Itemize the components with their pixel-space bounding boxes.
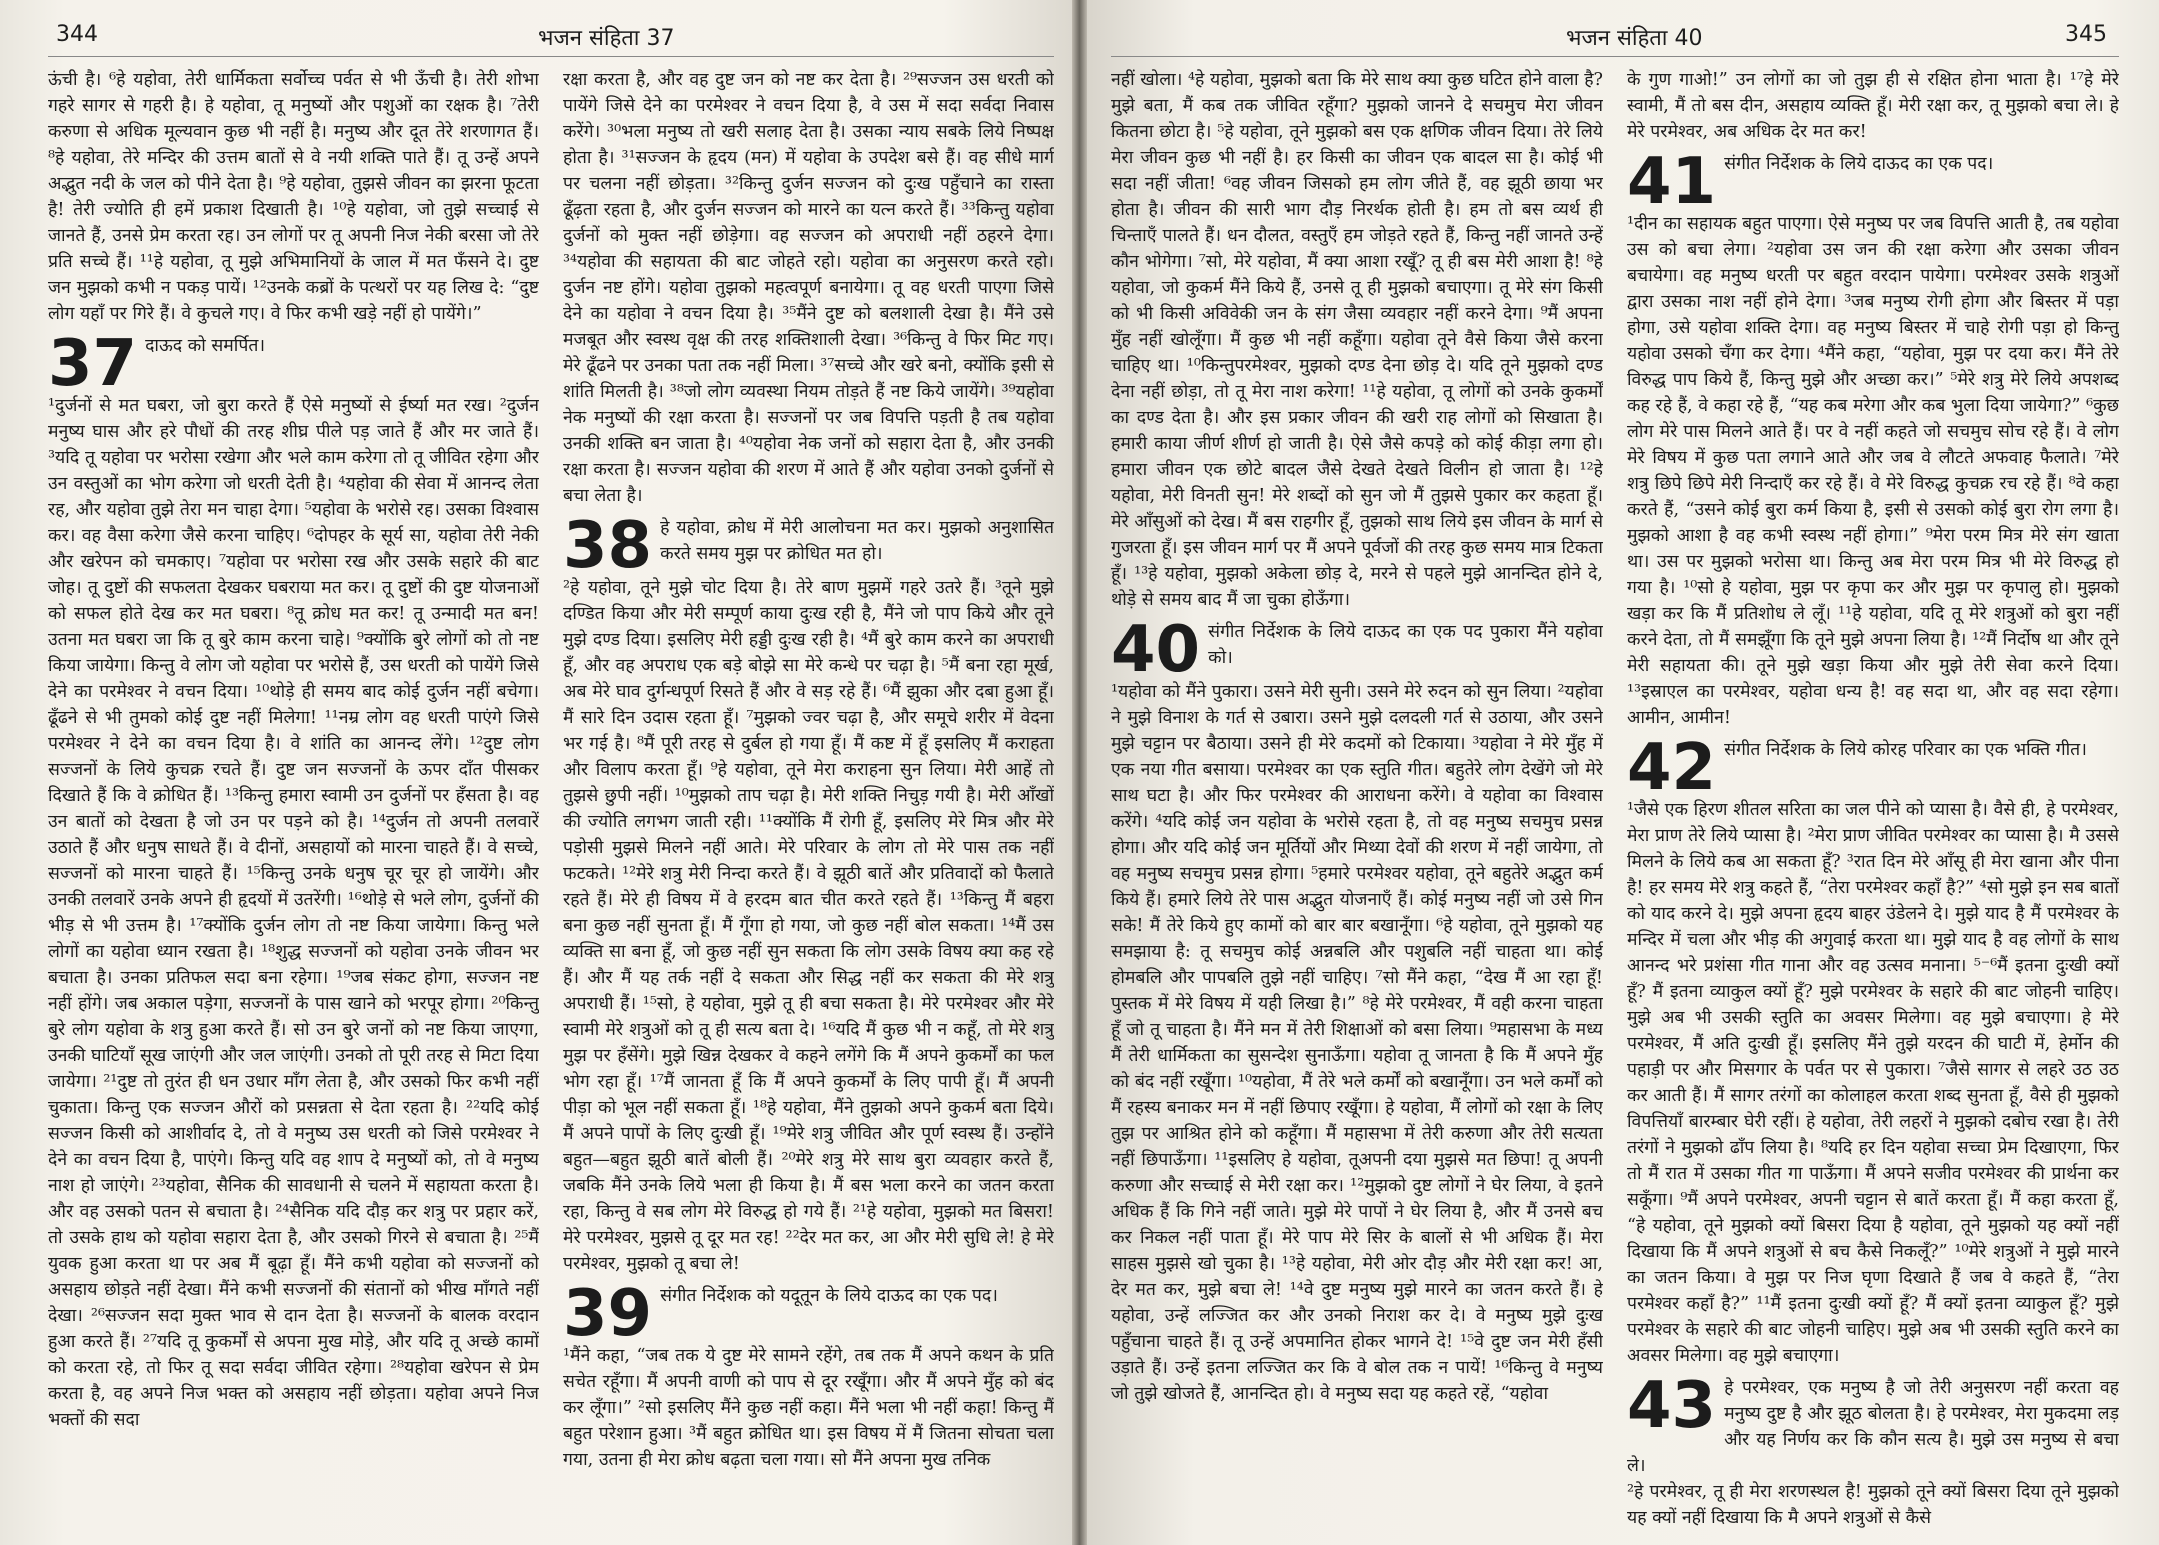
- right-page: [1087, 0, 2159, 1545]
- verse-paragraph: ²हे परमेश्वर, तू ही मेरा शरणस्थल है! मुझको तूने क्यों बिसरा दिया तूने मुझको यह क्यों नहीं दिखाया कि मै अपने शत्रुओं से कैसे: [1627, 1482, 2119, 1528]
- psalm-number: 37: [48, 333, 138, 393]
- running-head-title: भजन संहिता 40: [1566, 26, 1703, 51]
- psalm-superscription: संगीत निर्देशक के लिये कोरह परिवार का एक भक्ति गीत।: [1724, 740, 2087, 760]
- text-column: [563, 67, 1054, 1537]
- verse-paragraph: ²हे यहोवा, तूने मुझे चोट दिया है। तेरे बाण मुझमें गहरे उतरे हैं। ³तूने मुझे दण्डित किया और मेरी सम्पूर्ण काया दुःख रही है, मैंने जो पाप किये और तूने मुझे दण्ड दिया। इसलिए मेरी हड्डी दुःख रही है। ⁴मैं बुरे काम करने का अपराधी हूँ, और वह अपराध एक बड़े बोझे सा मेरे कन्धे पर चढ़ा है। ⁵मैं बना रहा मूर्ख, अब मेरे घाव दुर्गन्धपूर्ण रिसते हैं और वे सड़ रहे हैं। ⁶मैं झुका और दबा हुआ हूँ। मैं सारे दिन उदास रहता हूँ। ⁷मुझको ज्वर चढ़ा है, और समूचे शरीर में वेदना भर गई है। ⁸मैं पूरी तरह से दुर्बल हो गया हूँ। मैं कष्ट में हूँ इसलिए मैं कराहता और विलाप करता हूँ। ⁹हे यहोवा, तूने मेरा कराहना सुन लिया। मेरी आहें तो तुझसे छुपी नहीं। ¹⁰मुझको ताप चढ़ा है। मेरी शक्ति निचुड़ गयी है। मेरी आँखों की ज्योति लगभग जाती रही। ¹¹क्योंकि मैं रोगी हूँ, इसलिए मेरे मित्र और मेरे पड़ोसी मुझसे मिलने नहीं आते। मेरे परिवार के लोग तो मेरे पास तक नहीं फटकते। ¹²मेरे शत्रु मेरी निन्दा करते हैं। वे झूठी बातें और प्रतिवादों को फैलाते रहते हैं। मेरे ही विषय में वे हरदम बात चीत करते रहते हैं। ¹³किन्तु मैं बहरा बना कुछ नहीं सुनता हूँ। मैं गूँगा हो गया, जो कुछ नहीं बोल सकता। ¹⁴मैं उस व्यक्ति सा बना हूँ, जो कुछ नहीं सुन सकता कि लोग उसके विषय क्या कह रहे हैं। और मैं यह तर्क नहीं दे सकता और सिद्ध नहीं कर सकता की मेरे शत्रु अपराधी हैं। ¹⁵सो, हे यहोवा, मुझे तू ही बचा सकता है। मेरे परमेश्वर और मेरे स्वामी मेरे शत्रुओं को तू ही सत्य बता दे। ¹⁶यदि मैं कुछ भी न कहूँ, तो मेरे शत्रु मुझ पर हँसेंगे। मुझे खिन्न देखकर वे कहने लगेंगे कि मैं अपने कुकर्मों का फल भोग रहा हूँ। ¹⁷मैं जानता हूँ कि मैं अपने कुकर्मों के लिए पापी हूँ। मैं अपनी पीड़ा को भूल नहीं सकता हूँ। ¹⁸हे यहोवा, मैंने तुझको अपने कुकर्म बता दिये। मैं अपने पापों के लिए दुःखी हूँ। ¹⁹मेरे शत्रु जीवित और पूर्ण स्वस्थ हैं। उन्होंने बहुत—बहुत झूठी बातें बोली हैं। ²⁰मेरे शत्रु मेरे साथ बुरा व्यवहार करते हैं, जबकि मैंने उनके लिये भला ही किया है। मैं बस भला करने का जतन करता रहा, किन्तु वे सब लोग मेरे विरुद्ध हो गये हैं। ²¹हे यहोवा, मुझको मत बिसरा! मेरे परमेश्वर, मुझसे तू दूर मत रह! ²²देर मत कर, आ और मेरी सुधि ले! हे मेरे परमेश्वर, मुझको तू बचा ले!: [563, 578, 1054, 1274]
- psalm-superscription: संगीत निर्देशक के लिये दाऊद का एक पद पुकारा मैंने यहोवा को।: [1208, 622, 1603, 668]
- psalm-heading: [563, 515, 1054, 575]
- running-head-title: भजन संहिता 37: [538, 26, 675, 51]
- verse-paragraph: रक्षा करता है, और वह दुष्ट जन को नष्ट कर देता है। ²⁹सज्जन उस धरती को पायेंगे जिसे देने का परमेश्वर ने वचन दिया है, वे उस में सदा सर्वदा निवास करेंगे। ³⁰भला मनुष्य तो खरी सलाह देता है। उसका न्याय सबके लिये निष्पक्ष होता है। ³¹सज्जन के हृदय (मन) में यहोवा के उपदेश बसे हैं। वह सीधे मार्ग पर चलना नहीं छोड़ता। ³²किन्तु दुर्जन सज्जन को दुःख पहुँचाने का रास्ता ढूँढ़ता रहता है, और दुर्जन सज्जन को मारने का यत्न करते हैं। ³³किन्तु यहोवा दुर्जनों को मुक्त नहीं छोड़ेगा। वह सज्जन को अपराधी नहीं ठहरने देगा। ³⁴यहोवा की सहायता की बाट जोहते रहो। यहोवा का अनुसरण करते रहो। दुर्जन नष्ट होंगे। यहोवा तुझको महत्वपूर्ण बनायेगा। तू वह धरती पाएगा जिसे देने का यहोवा ने वचन दिया है। ³⁵मैंने दुष्ट को बलशाली देखा है। मैंने उसे मजबूत और स्वस्थ वृक्ष की तरह शक्तिशाली देखा। ³⁶किन्तु वे फिर मिट गए। मेरे ढूँढने पर उनका पता तक नहीं मिला। ³⁷सच्चे और खरे बनो, क्योंकि इसी से शांति मिलती है। ³⁸जो लोग व्यवस्था नियम तोड़ते हैं नष्ट किये जायेंगे। ³⁹यहोवा नेक मनुष्यों की रक्षा करता है। सज्जनों पर जब विपत्ति पड़ती है तब यहोवा उनकी शक्ति बन जाता है। ⁴⁰यहोवा नेक जनों को सहारा देता है, और उनकी रक्षा करता है। सज्जन यहोवा की शरण में आते हैं और यहोवा उनको दुर्जनों से बचा लेता है।: [563, 70, 1054, 506]
- psalm-number: 38: [563, 515, 653, 575]
- psalm-number: 43: [1627, 1375, 1717, 1443]
- verse-paragraph: ऊंची है। ⁶हे यहोवा, तेरी धार्मिकता सर्वोच्च पर्वत से भी ऊँची है। तेरी शोभा गहरे सागर से गहरी है। हे यहोवा, तू मनुष्यों और पशुओं का रक्षक है। ⁷तेरी करुणा से अधिक मूल्यवान कुछ भी नहीं है। मनुष्य और दूत तेरे शरणागत हैं। ⁸हे यहोवा, तेरे मन्दिर की उत्तम बातों से वे नयी शक्ति पाते हैं। तू उन्हें अपने अद्भुत नदी के जल को पीने देता है। ⁹हे यहोवा, तुझसे जीवन का झरना फूटता है! तेरी ज्योति ही हमें प्रकाश दिखाती है। ¹⁰हे यहोवा, जो तुझे सच्चाई से जानते हैं, उनसे प्रेम करता रह। उन लोगों पर तू अपनी निज नेकी बरसा जो तेरे प्रति सच्चे हैं। ¹¹हे यहोवा, तू मुझे अभिमानियों के जाल में मत फँसने दे। दुष्ट जन मुझको कभी न पकड़ पायें। ¹²उनके कब्रों के पत्थरों पर यह लिख दे: “दुष्ट लोग यहाँ पर गिरे हैं। वे कुचले गए। वे फिर कभी खड़े नहीं हो पायेंगे।”: [48, 70, 539, 324]
- verse-paragraph: ¹दीन का सहायक बहुत पाएगा। ऐसे मनुष्य पर जब विपत्ति आती है, तब यहोवा उस को बचा लेगा। ²यहोवा उस जन की रक्षा करेगा और उसका जीवन बचायेगा। वह मनुष्य धरती पर बहुत वरदान पायेगा। परमेश्वर उसके शत्रुओं द्वारा उसका नाश नहीं होने देगा। ³जब मनुष्य रोगी होगा और बिस्तर में पड़ा होगा, उसे यहोवा शक्ति देगा। वह मनुष्य बिस्तर में चाहे रोगी पड़ा हो किन्तु यहोवा उसको चँगा कर देगा। ⁴मैंने कहा, “यहोवा, मुझ पर दया कर। मैंने तेरे विरुद्ध पाप किये हैं, किन्तु मुझे और अच्छा कर।” ⁵मेरे शत्रु मेरे लिये अपशब्द कह रहे हैं, वे कहा रहे हैं, “यह कब मरेगा और कब भुला दिया जायेगा?” ⁶कुछ लोग मेरे पास मिलने आते हैं। पर वे नहीं कहते जो सचमुच सोच रहे हैं। वे लोग मेरे विषय में कुछ पता लगाने आते और जब वे लौटते अफवाह फैलाते। ⁷मेरे शत्रु छिपे छिपे मेरी निन्दाएँ कर रहे हैं। वे मेरे विरुद्ध कुचक्र रच रहे हैं। ⁸वे कहा करते हैं, “उसने कोई बुरा कर्म किया है, इसी से उसको कोई बुरा रोग लगा है। मुझको आशा है वह कभी स्वस्थ नहीं होगा।” ⁹मेरा परम मित्र मेरे संग खाता था। उस पर मुझको भरोसा था। किन्तु अब मेरा परम मित्र भी मेरे विरुद्ध हो गया है। ¹⁰सो हे यहोवा, मुझ पर कृपा कर और मुझ पर कृपालु हो। मुझको खड़ा कर कि मैं प्रतिशोध ले लूँ। ¹¹हे यहोवा, यदि तू मेरे शत्रुओं को बुरा नहीं करने देता, तो मैं समझूँगा कि तूने मुझे अपना लिया है। ¹²मैं निर्दोष था और तूने मेरी सहायता की। तूने मुझे खड़ा किया और मुझे तेरी सेवा करने दिया। ¹³इस्राएल का परमेश्वर, यहोवा धन्य है! वह सदा था, और वह सदा रहेगा। आमीन, आमीन!: [1627, 214, 2119, 728]
- text-column: [1627, 67, 2119, 1537]
- psalm-heading: [1627, 737, 2119, 797]
- psalm-heading: [563, 1283, 1054, 1343]
- psalm-heading: [1627, 1375, 2119, 1479]
- verse-paragraph: के गुण गाओ!” उन लोगों का जो तुझ ही से रक्षित होना भाता है। ¹⁷हे मेरे स्वामी, मैं तो बस दीन, असहाय व्यक्ति हूँ। मेरी रक्षा कर, तू मुझको बचा ले। हे मेरे परमेश्वर, अब अधिक देर मत कर!: [1627, 70, 2119, 142]
- running-header: [48, 22, 1054, 57]
- psalm-superscription: हे यहोवा, क्रोध में मेरी आलोचना मत कर। मुझको अनुशासित करते समय मुझ पर क्रोधित मत हो।: [660, 518, 1054, 564]
- psalm-number: 39: [563, 1283, 653, 1343]
- verse-paragraph: ¹यहोवा को मैंने पुकारा। उसने मेरी सुनी। उसने मेरे रुदन को सुन लिया। ²यहोवा ने मुझे विनाश के गर्त से उबारा। उसने मुझे दलदली गर्त से उठाया, और उसने मुझे चट्टान पर बैठाया। उसने ही मेरे कदमों को टिकाया। ³यहोवा ने मेरे मुँह में एक नया गीत बसाया। परमेश्वर का एक स्तुति गीत। बहुतेरे लोग देखेंगे जो मेरे साथ घटा है। और फिर परमेश्वर की आराधना करेंगे। वे यहोवा का विश्वास करेंगे। ⁴यदि कोई जन यहोवा के भरोसे रहता है, तो वह मनुष्य सचमुच प्रसन्न होगा। और यदि कोई जन मूर्तियों और मिथ्या देवों की शरण में नहीं जायेगा, तो वह मनुष्य सचमुच प्रसन्न होगा। ⁵हमारे परमेश्वर यहोवा, तूने बहुतेरे अद्भुत कर्म किये हैं। हमारे लिये तेरे पास अद्भुत योजनाएँ हैं। कोई मनुष्य नहीं जो उसे गिन सके! मैं तेरे किये हुए कामों को बार बार बखानूँगा। ⁶हे यहोवा, तूने मुझको यह समझाया है: तू सचमुच कोई अन्नबलि और पशुबलि नहीं चाहता था। कोई होमबलि और पापबलि तुझे नहीं चाहिए। ⁷सो मैंने कहा, “देख मैं आ रहा हूँ! पुस्तक में मेरे विषय में यही लिखा है।” ⁸हे मेरे परमेश्वर, मैं वही करना चाहता हूँ जो तू चाहता है। मैंने मन में तेरी शिक्षाओं को बसा लिया। ⁹महासभा के मध्य मैं तेरी धार्मिकता का सुसन्देश सुनाऊँगा। यहोवा तू जानता है कि मैं अपने मुँह को बंद नहीं रखूँगा। ¹⁰यहोवा, मैं तेरे भले कर्मों को बखानूँगा। उन भले कर्मों को मैं रहस्य बनाकर मन में नहीं छिपाए रखूँगा। हे यहोवा, मैं लोगों को रक्षा के लिए तुझ पर आश्रित होने को कहूँगा। मैं महासभा में तेरी करुणा और तेरी सत्यता नहीं छिपाऊँगा। ¹¹इसलिए हे यहोवा, तूअपनी दया मुझसे मत छिपा! तू अपनी करुणा और सच्चाई से मेरी रक्षा कर। ¹²मुझको दुष्ट लोगों ने घेर लिया, वे इतने अधिक हैं कि गिने नहीं जाते। मुझे मेरे पापों ने घेर लिया है, और मैं उनसे बच कर निकल नहीं पाता हूँ। मेरे पाप मेरे सिर के बालों से भी अधिक हैं। मेरा साहस मुझसे खो चुका है। ¹³हे यहोवा, मेरी ओर दौड़ और मेरी रक्षा कर! आ, देर मत कर, मुझे बचा ले! ¹⁴वे दुष्ट मनुष्य मुझे मारने का जतन करते हैं। हे यहोवा, उन्हें लज्जित कर और उनको निराश कर दे। वे मनुष्य मुझे दुःख पहुँचाना चाहते हैं। तू उन्हें अपमानित होकर भागने दे! ¹⁵वे दुष्ट जन मेरी हँसी उड़ाते हैं। उन्हें इतना लज्जित कर कि वे बोल तक न पायें! ¹⁶किन्तु वे मनुष्य जो तुझे खोजते हैं, आनन्दित हो। वे मनुष्य सदा यह कहते रहें, “यहोवा: [1111, 682, 1603, 1404]
- text-column: [1111, 67, 1603, 1537]
- psalm-number: 41: [1627, 151, 1717, 211]
- left-page: [0, 0, 1072, 1545]
- book-gutter: [1072, 0, 1087, 1545]
- running-header: [1111, 22, 2119, 57]
- text-columns: [48, 67, 1054, 1537]
- psalm-number: 40: [1111, 619, 1201, 679]
- psalm-superscription: संगीत निर्देशक को यदूतून के लिये दाऊद का एक पद।: [660, 1286, 998, 1306]
- text-column: [48, 67, 539, 1537]
- verse-paragraph: ¹जैसे एक हिरण शीतल सरिता का जल पीने को प्यासा है। वैसे ही, हे परमेश्वर, मेरा प्राण तेरे लिये प्यासा है। ²मेरा प्राण जीवित परमेश्वर का प्यासा है। मै उससे मिलने के लिये कब आ सकता हूँ? ³रात दिन मेरे आँसू ही मेरा खाना और पीना है! हर समय मेरे शत्रु कहते हैं, “तेरा परमेश्वर कहाँ है?” ⁴सो मुझे इन सब बातों को याद करने दे। मुझे अपना हृदय बाहर उंडेलने दे। मुझे याद है मैं परमेश्वर के मन्दिर में चला और भीड़ की अगुवाई करता था। मुझे याद है वह लोगों के साथ आनन्द भरे प्रशंसा गीत गाना और वह उत्सव मनाना। ⁵⁻⁶मैं इतना दुःखी क्यों हूँ? मैं इतना व्याकुल क्यों हूँ? मुझे परमेश्वर के सहारे की बाट जोहनी चाहिए। मुझे अब भी उसकी स्तुति का अवसर मिलेगा। वह मुझे बचाएगा। हे मेरे परमेश्वर, मैं अति दुःखी हूँ। इसलिए मैंने तुझे यरदन की घाटी में, हेर्मोन की पहाड़ी पर और मिसगार के पर्वत पर से पुकारा। ⁷जैसे सागर से लहरे उठ उठ कर आती हैं। मैं सागर तरंगों का कोलाहल करता शब्द सुनता हूँ, वैसे ही मुझको विपत्तियाँ बारम्बार घेरी रहीं। हे यहोवा, तेरी लहरों ने मुझको दबोच रखा है। तेरी तरंगों ने मुझको ढाँप लिया है। ⁸यदि हर दिन यहोवा सच्चा प्रेम दिखाएगा, फिर तो मैं रात में उसका गीत गा पाऊँगा। मैं अपने सजीव परमेश्वर की प्रार्थना कर सकूँगा। ⁹मैं अपने परमेश्वर, अपनी चट्टान से बातें करता हूँ। मैं कहा करता हूँ, “हे यहोवा, तूने मुझको क्यों बिसरा दिया है यहोवा, तूने मुझको यह क्यों नहीं दिखाया कि मैं अपने शत्रुओं से बच कैसे निकलूँ?” ¹⁰मेरे शत्रुओं ने मुझे मारने का जतन किया। वे मुझ पर निज घृणा दिखाते हैं जब वे कहते हैं, “तेरा परमेश्वर कहाँ है?” ¹¹मैं इतना दुःखी क्यों हूँ? मैं क्यों इतना व्याकुल हूँ? मुझे परमेश्वर के सहारे की बाट जोहनी चाहिए। मुझे अब भी उसकी स्तुति करने का अवसर मिलेगा। वह मुझे बचाएगा।: [1627, 800, 2119, 1366]
- psalm-superscription: दाऊद को समर्पित।: [145, 336, 266, 356]
- text-columns: [1111, 67, 2119, 1537]
- psalm-heading: [48, 333, 539, 393]
- psalm-number: 42: [1627, 737, 1717, 797]
- psalm-heading: [1627, 151, 2119, 211]
- verse-paragraph: ¹मैंने कहा, “जब तक ये दुष्ट मेरे सामने रहेंगे, तब तक मैं अपने कथन के प्रति सचेत रहूँगा। मैं अपनी वाणी को पाप से दूर रखूँगा। और मैं अपने मुँह को बंद कर लूँगा।” ²सो इसलिए मैंने कुछ नहीं कहा। मैंने भला भी नहीं कहा! किन्तु मैं बहुत परेशान हुआ। ³मैं बहुत क्रोधित था। इस विषय में मैं जितना सोचता चला गया, उतना ही मेरा क्रोध बढ़ता चला गया। सो मैंने अपना मुख तनिक: [563, 1346, 1054, 1470]
- psalm-heading: [1111, 619, 1603, 679]
- verse-paragraph: ¹दुर्जनों से मत घबरा, जो बुरा करते हैं ऐसे मनुष्यों से ईर्ष्या मत रख। ²दुर्जन मनुष्य घास और हरे पौधों की तरह शीघ्र पीले पड़ जाते हैं और मर जाते हैं। ³यदि तू यहोवा पर भरोसा रखेगा और भले काम करेगा तो तू जीवित रहेगा और उन वस्तुओं का भोग करेगा जो धरती देती है। ⁴यहोवा की सेवा में आनन्द लेता रह, और यहोवा तुझे तेरा मन चाहा देगा। ⁵यहोवा के भरोसे रह। उसका विश्वास कर। वह वैसा करेगा जैसे करना चाहिए। ⁶दोपहर के सूर्य सा, यहोवा तेरी नेकी और खरेपन को चमकाए। ⁷यहोवा पर भरोसा रख और उसके सहारे की बाट जोह। तू दुष्टों की सफलता देखकर घबराया मत कर। तू दुष्टों की दुष्ट योजनाओं को सफल होते देख कर मत घबरा। ⁸तू क्रोध मत कर! तू उन्मादी मत बन! उतना मत घबरा जा कि तू बुरे काम करना चाहे। ⁹क्योंकि बुरे लोगों को तो नष्ट किया जायेगा। किन्तु वे लोग जो यहोवा पर भरोसे हैं, उस धरती को पायेंगे जिसे देने का परमेश्वर ने वचन दिया। ¹⁰थोड़े ही समय बाद कोई दुर्जन नहीं बचेगा। ढूँढने से भी तुमको कोई दुष्ट नहीं मिलेगा! ¹¹नम्र लोग वह धरती पाएंगे जिसे परमेश्वर ने देने का वचन दिया है। वे शांति का आनन्द लेंगे। ¹²दुष्ट लोग सज्जनों के लिये कुचक्र रचते हैं। दुष्ट जन सज्जनों के ऊपर दाँत पीसकर दिखाते हैं कि वे क्रोधित हैं। ¹³किन्तु हमारा स्वामी उन दुर्जनों पर हँसता है। वह उन बातों को देखता है जो उन पर पड़ने को है। ¹⁴दुर्जन तो अपनी तलवारें उठाते हैं और धनुष साधते हैं। वे दीनों, असहायों को मारना चाहते हैं। वे सच्चे, सज्जनों को मारना चाहते हैं। ¹⁵किन्तु उनके धनुष चूर चूर हो जायेंगे। और उनकी तलवारें उनके अपने ही हृदयों में उतरेंगी। ¹⁶थोड़े से भले लोग, दुर्जनों की भीड़ से भी उत्तम है। ¹⁷क्योंकि दुर्जन लोग तो नष्ट किया जायेगा। किन्तु भले लोगों का यहोवा ध्यान रखता है। ¹⁸शुद्ध सज्जनों को यहोवा उनके जीवन भर बचाता है। उनका प्रतिफल सदा बना रहेगा। ¹⁹जब संकट होगा, सज्जन नष्ट नहीं होंगे। जब अकाल पड़ेगा, सज्जनों के पास खाने को भरपूर होगा। ²⁰किन्तु बुरे लोग यहोवा के शत्रु हुआ करते हैं। सो उन बुरे जनों को नष्ट किया जाएगा, उनकी घाटियाँ सूख जाएंगी और जल जाएंगी। उनको तो पूरी तरह से मिटा दिया जायेगा। ²¹दुष्ट तो तुरंत ही धन उधार माँग लेता है, और उसको फिर कभी नहीं चुकाता। किन्तु एक सज्जन औरों को प्रसन्नता से देता रहता है। ²²यदि कोई सज्जन किसी को आशीर्वाद दे, तो वे मनुष्य उस धरती को जिसे परमेश्वर ने देने का वचन दिया है, पाएंगे। किन्तु यदि वह शाप दे मनुष्यों को, तो वे मनुष्य नाश हो जाएंगे। ²³यहोवा, सैनिक की सावधानी से चलने में सहायता करता है। और वह उसको पतन से बचाता है। ²⁴सैनिक यदि दौड़ कर शत्रु पर प्रहार करें, तो उसके हाथ को यहोवा सहारा देता है, और उसको गिरने से बचाता है। ²⁵मैं युवक हुआ करता था पर अब मैं बूढ़ा हूँ। मैंने कभी यहोवा को सज्जनों को असहाय छोड़ते नहीं देखा। मैंने कभी सज्जनों की संतानों को भीख माँगते नहीं देखा। ²⁶सज्जन सदा मुक्त भाव से दान देता है। सज्जनों के बालक वरदान हुआ करते हैं। ²⁷यदि तू कुकर्मों से अपना मुख मोड़े, और यदि तू अच्छे कामों को करता रहे, तो फिर तू सदा सर्वदा जीवित रहेगा। ²⁸यहोवा खरेपन से प्रेम करता है, वह अपने निज भक्त को असहाय नहीं छोड़ता। यहोवा अपने निज भक्तों की सदा: [48, 396, 539, 1430]
- psalm-superscription: हे परमेश्वर, एक मनुष्य है जो तेरी अनुसरण नहीं करता वह मनुष्य दुष्ट है और झूठ बोलता है। हे परमेश्वर, मेरा मुकदमा लड़ और यह निर्णय कर कि कौन सत्य है। मुझे उस मनुष्य से बचा ले।: [1627, 1378, 2119, 1476]
- page-number: 344: [56, 22, 98, 47]
- psalm-superscription: संगीत निर्देशक के लिये दाऊद का एक पद।: [1724, 154, 1994, 174]
- page-number: 345: [2065, 22, 2107, 47]
- verse-paragraph: नहीं खोला। ⁴हे यहोवा, मुझको बता कि मेरे साथ क्या कुछ घटित होने वाला है? मुझे बता, मैं कब तक जीवित रहूँगा? मुझको जानने दे सचमुच मेरा जीवन कितना छोटा है। ⁵हे यहोवा, तूने मुझको बस एक क्षणिक जीवन दिया। तेरे लिये मेरा जीवन कुछ भी नहीं है। हर किसी का जीवन एक बादल सा है। कोई भी सदा नहीं जीता! ⁶वह जीवन जिसको हम लोग जीते हैं, वह झूठी छाया भर होता है। जीवन की सारी भाग दौड़ निरर्थक होती है। हम तो बस व्यर्थ ही चिन्ताएँ पालते हैं। धन दौलत, वस्तुएँ हम जोड़ते रहते हैं, किन्तु नहीं जानते उन्हें कौन भोगेगा। ⁷सो, मेरे यहोवा, मैं क्या आशा रखूँ? तू ही बस मेरी आशा है! ⁸हे यहोवा, जो कुकर्म मैंने किये हैं, उनसे तू ही मुझको बचाएगा। तू मेरे संग किसी को भी किसी अविवेकी जन के संग जैसा व्यवहार नहीं करने देगा। ⁹मैं अपना मुँह नहीं खोलूँगा। मैं कुछ भी नहीं कहूँगा। यहोवा तूने वैसे किया जैसे करना चाहिए था। ¹⁰किन्तुपरमेश्वर, मुझको दण्ड देना छोड़ दे। यदि तूने मुझको दण्ड देना नहीं छोड़ा, तो तू मेरा नाश करेगा! ¹¹हे यहोवा, तू लोगों को उनके कुकर्मों का दण्ड देता है। और इस प्रकार जीवन की खरी राह लोगों को सिखाता है। हमारी काया जीर्ण शीर्ण हो जाती है। ऐसे जैसे कपड़े को कोई कीड़ा लगा हो। हमारा जीवन एक छोटे बादल जैसे देखते देखते विलीन हो जाता है। ¹²हे यहोवा, मेरी विनती सुन! मेरे शब्दों को सुन जो मैं तुझसे पुकार कर कहता हूँ। मेरे आँसुओं को देख। मैं बस राहगीर हूँ, तुझको साथ लिये इस जीवन के मार्ग से गुजरता हूँ। इस जीवन मार्ग पर मैं अपने पूर्वजों की तरह कुछ समय मात्र टिकता हूँ। ¹³हे यहोवा, मुझको अकेला छोड़ दे, मरने से पहले मुझे आनन्दित होने दे, थोड़े से समय बाद मैं जा चुका होऊँगा।: [1111, 70, 1603, 610]
